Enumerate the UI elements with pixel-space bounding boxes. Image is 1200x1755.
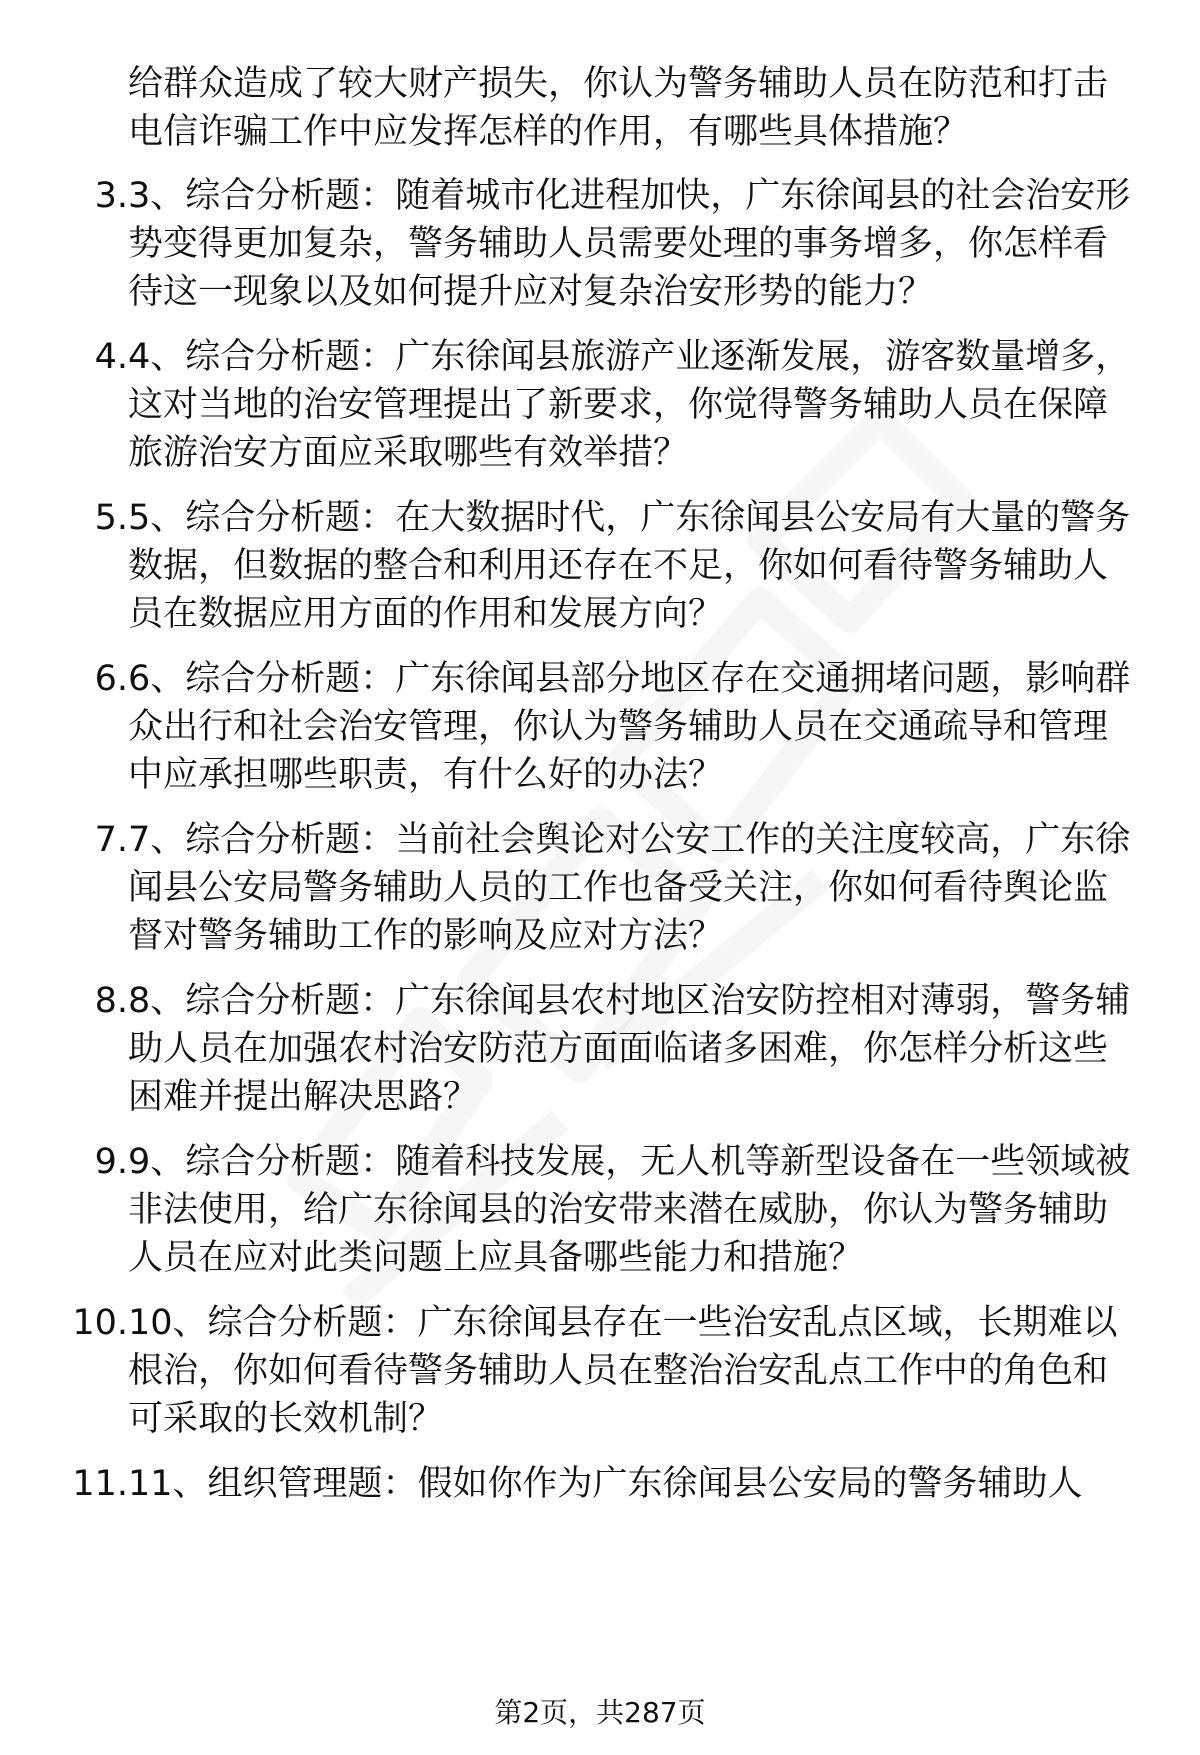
question-number: 7. xyxy=(94,820,128,860)
question-number: 4. xyxy=(94,337,128,377)
question-line: 根治，你如何看待警务辅助人员在整治治安乱点工作中的角色和 xyxy=(128,1351,1109,1391)
question-line: 4、综合分析题：广东徐闻县旅游产业逐渐发展，游客数量增多， xyxy=(128,337,1131,377)
intro-line: 电信诈骗工作中应发挥怎样的作用，有哪些具体措施？ xyxy=(128,112,969,152)
question-line: 督对警务辅助工作的影响及应对方法？ xyxy=(128,916,724,956)
question-line: 3、综合分析题：随着城市化进程加快，广东徐闻县的社会治安形 xyxy=(128,176,1131,216)
question-line: 7、综合分析题：当前社会舆论对公安工作的关注度较高，广东徐 xyxy=(128,820,1131,860)
question-line: 人员在应对此类问题上应具备哪些能力和措施？ xyxy=(128,1238,864,1278)
question-number: 5. xyxy=(94,498,128,538)
question-line: 员在数据应用方面的作用和发展方向？ xyxy=(128,594,724,634)
page-footer: 第2页，共287页 xyxy=(494,1696,706,1729)
question-line: 这对当地的治安管理提出了新要求，你觉得警务辅助人员在保障 xyxy=(128,385,1109,425)
question-line: 待这一现象以及如何提升应对复杂治安形势的能力？ xyxy=(128,272,934,312)
question-number: 11. xyxy=(72,1464,128,1504)
question-number: 9. xyxy=(94,1142,128,1182)
question-number: 6. xyxy=(94,659,128,699)
question-line: 困难并提出解决思路？ xyxy=(128,1077,479,1117)
question-line: 9、综合分析题：随着科技发展，无人机等新型设备在一些领域被 xyxy=(128,1142,1131,1182)
question-line: 5、综合分析题：在大数据时代，广东徐闻县公安局有大量的警务 xyxy=(128,498,1131,538)
question-line: 10、综合分析题：广东徐闻县存在一些治安乱点区域，长期难以 xyxy=(128,1303,1118,1343)
question-line: 11、组织管理题：假如你作为广东徐闻县公安局的警务辅助人 xyxy=(128,1464,1083,1504)
question-line: 可采取的长效机制？ xyxy=(128,1399,444,1439)
question-number: 3. xyxy=(94,176,128,216)
question-line: 闻县公安局警务辅助人员的工作也备受关注，你如何看待舆论监 xyxy=(128,868,1109,908)
question-line: 非法使用，给广东徐闻县的治安带来潜在威胁，你认为警务辅助 xyxy=(128,1190,1109,1230)
intro-line: 给群众造成了较大财产损失，你认为警务辅助人员在防范和打击 xyxy=(128,64,1109,104)
question-line: 势变得更加复杂，警务辅助人员需要处理的事务增多，你怎样看 xyxy=(128,224,1109,264)
question-line: 中应承担哪些职责，有什么好的办法？ xyxy=(128,755,724,795)
question-line: 数据，但数据的整合和利用还存在不足，你如何看待警务辅助人 xyxy=(128,546,1109,586)
question-line: 旅游治安方面应采取哪些有效举措？ xyxy=(128,433,689,473)
question-line: 6、综合分析题：广东徐闻县部分地区存在交通拥堵问题，影响群 xyxy=(128,659,1131,699)
question-line: 助人员在加强农村治安防范方面面临诸多困难，你怎样分析这些 xyxy=(128,1029,1109,1069)
question-line: 8、综合分析题：广东徐闻县农村地区治安防控相对薄弱，警务辅 xyxy=(128,981,1131,1021)
question-line: 众出行和社会治安管理，你认为警务辅助人员在交通疏导和管理 xyxy=(128,707,1109,747)
question-number: 8. xyxy=(94,981,128,1021)
question-number: 10. xyxy=(72,1303,128,1343)
